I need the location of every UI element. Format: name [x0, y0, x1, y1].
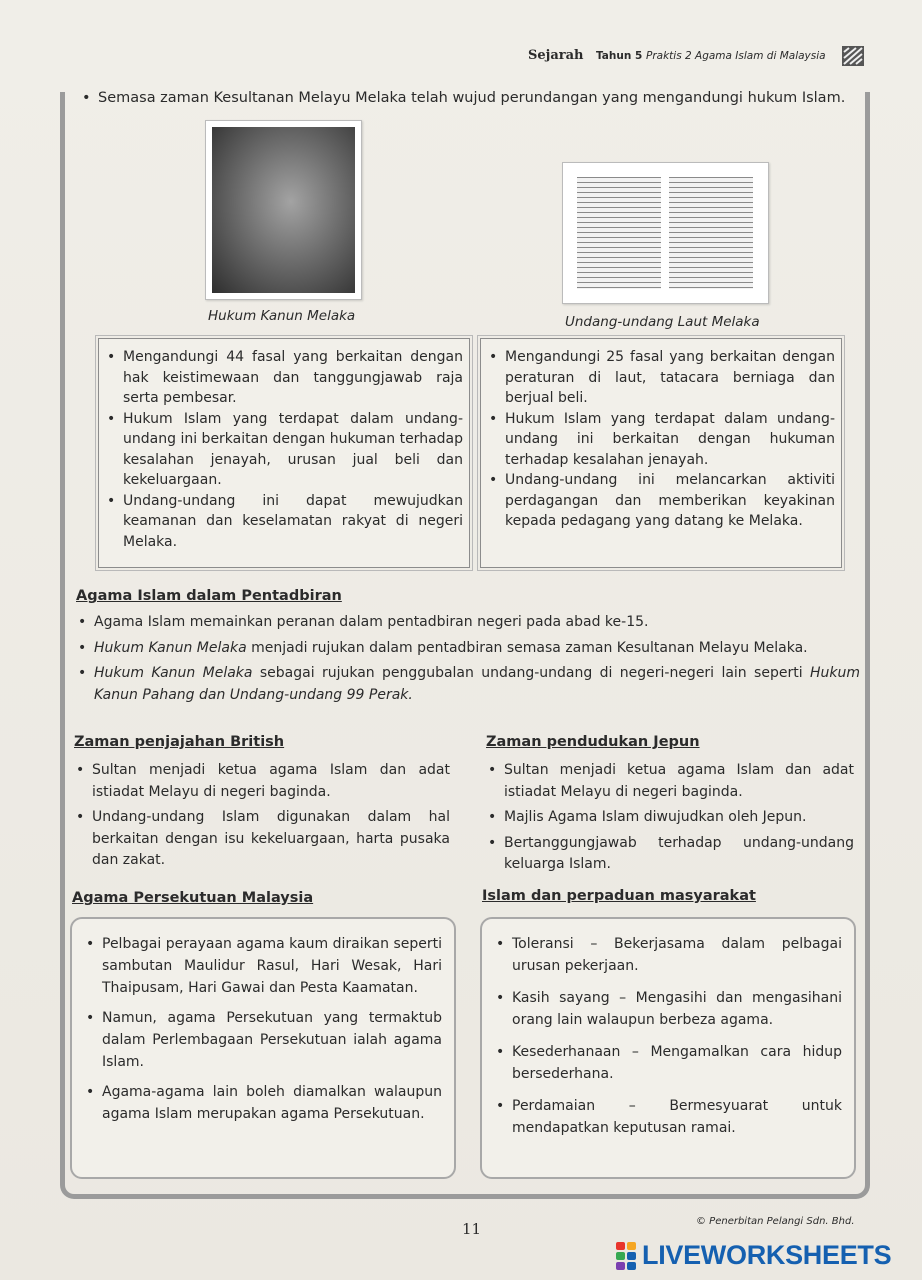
list-item: • Pelbagai perayaan agama kaum diraikan seperti sambutan Maulidur Rasul, Hari Wesak, Hari Thaipusam, Hari Gawai dan Pesta Kaamatan. — [82, 933, 442, 999]
intro-bullet: • Semasa zaman Kesultanan Melayu Melaka telah wujud perundangan yang mengandungi hukum Islam. — [78, 90, 845, 106]
british-heading: Zaman penjajahan British — [74, 734, 285, 750]
list-item: • Mengandungi 25 fasal yang berkaitan dengan peraturan di laut, tatacara berniaga dan berjual beli. — [485, 347, 835, 409]
intro-text — [78, 90, 845, 106]
list-item: • Toleransi – Bekerjasama dalam pelbagai urusan pekerjaan. — [492, 933, 842, 977]
persekutuan-heading: Agama Persekutuan Malaysia — [72, 890, 314, 906]
stripes-icon — [842, 46, 864, 66]
list-item: • Mengandungi 44 fasal yang berkaitan dengan hak keistimewaan dan tanggungjawab raja serta pembesar. — [103, 347, 463, 409]
list-item — [74, 663, 860, 706]
list-item: • Kesederhanaan – Mengamalkan cara hidup bersederhana. — [492, 1041, 842, 1085]
undang-laut-box — [480, 338, 842, 568]
list-item: • Sultan menjadi ketua agama Islam dan adat istiadat Melayu di negeri baginda. — [484, 760, 854, 803]
list-item: • Namun, agama Persekutuan yang termaktub dalam Perlembagaan Persekutuan ialah agama Islam. — [82, 1007, 442, 1073]
liveworksheets-text: LIVEWORKSHEETS — [642, 1240, 892, 1270]
list-item: • Perdamaian – Bermesyuarat untuk mendapatkan keputusan ramai. — [492, 1095, 842, 1139]
pentadbiran-heading: Agama Islam dalam Pentadbiran — [76, 588, 342, 604]
list-item: • Undang-undang Islam digunakan dalam hal berkaitan dengan isu kekeluargaan, harta pusaka dan zakat. — [72, 807, 450, 872]
list-item: • Kasih sayang – Mengasihi dan mengasihani orang lain walaupun berbeza agama. — [492, 987, 842, 1031]
list-item: • Hukum Islam yang terdapat dalam undang-undang ini berkaitan dengan hukuman terhadap kesalahan jenayah. — [485, 409, 835, 471]
header-year: Tahun 5 — [596, 50, 643, 62]
right-image-caption: Undang-undang Laut Melaka — [565, 314, 760, 330]
list-item: • Agama-agama lain boleh diamalkan walaupun agama Islam merupakan agama Persekutuan. — [82, 1081, 442, 1125]
italic-text: Hukum Kanun Pahang dan Undang-undang 99 Perak. — [94, 665, 860, 703]
perpaduan-box — [480, 917, 856, 1179]
perpaduan-heading: Islam dan perpaduan masyarakat — [482, 888, 756, 904]
item-text: sebagai rujukan penggubalan undang-undang di negeri-negeri lain seperti — [252, 665, 810, 681]
jepun-heading: Zaman pendudukan Jepun — [486, 734, 700, 750]
british-list — [72, 760, 450, 876]
list-item: • Majlis Agama Islam diwujudkan oleh Jepun. — [484, 807, 854, 829]
left-image-caption: Hukum Kanun Melaka — [208, 308, 356, 324]
persekutuan-box — [70, 917, 456, 1179]
liveworksheets-logo[interactable] — [616, 1238, 916, 1274]
list-item: • Undang-undang ini dapat mewujudkan keamanan dan keselamatan rakyat di negeri Melaka. — [103, 491, 463, 553]
item-text: menjadi rujukan dalam pentadbiran semasa zaman Kesultanan Melayu Melaka. — [246, 639, 808, 656]
hukum-kanun-box — [98, 338, 470, 568]
page-number: 11 — [462, 1220, 482, 1238]
list-item: • Undang-undang ini melancarkan aktiviti perdagangan dan memberikan keyakinan kepada pedagang yang datang ke Melaka. — [485, 470, 835, 532]
header-subject: Sejarah — [528, 48, 584, 63]
copyright-text: © Penerbitan Pelangi Sdn. Bhd. — [696, 1216, 855, 1227]
list-item: • Sultan menjadi ketua agama Islam dan adat istiadat Melayu di negeri baginda. — [72, 760, 450, 803]
list-item: • Hukum Islam yang terdapat dalam undang-undang ini berkaitan dengan hukuman terhadap kesalahan jenayah, urusan jual beli dan kekeluargaan. — [103, 409, 463, 491]
list-item — [74, 638, 860, 660]
italic-text: Hukum Kanun Melaka — [94, 665, 253, 681]
list-item: • Agama Islam memainkan peranan dalam pentadbiran negeri pada abad ke-15. — [74, 612, 860, 634]
hukum-kanun-melaka-image — [205, 120, 362, 300]
pentadbiran-list — [74, 612, 860, 710]
list-item: • Bertanggungjawab terhadap undang-undang keluarga Islam. — [484, 833, 854, 876]
italic-text: Hukum Kanun Melaka — [94, 639, 247, 656]
jepun-list — [484, 760, 854, 880]
header-topic: Praktis 2 Agama Islam di Malaysia — [646, 50, 826, 62]
liveworksheets-icon — [616, 1242, 638, 1270]
undang-undang-laut-melaka-image — [562, 162, 769, 304]
page-header — [0, 48, 922, 68]
